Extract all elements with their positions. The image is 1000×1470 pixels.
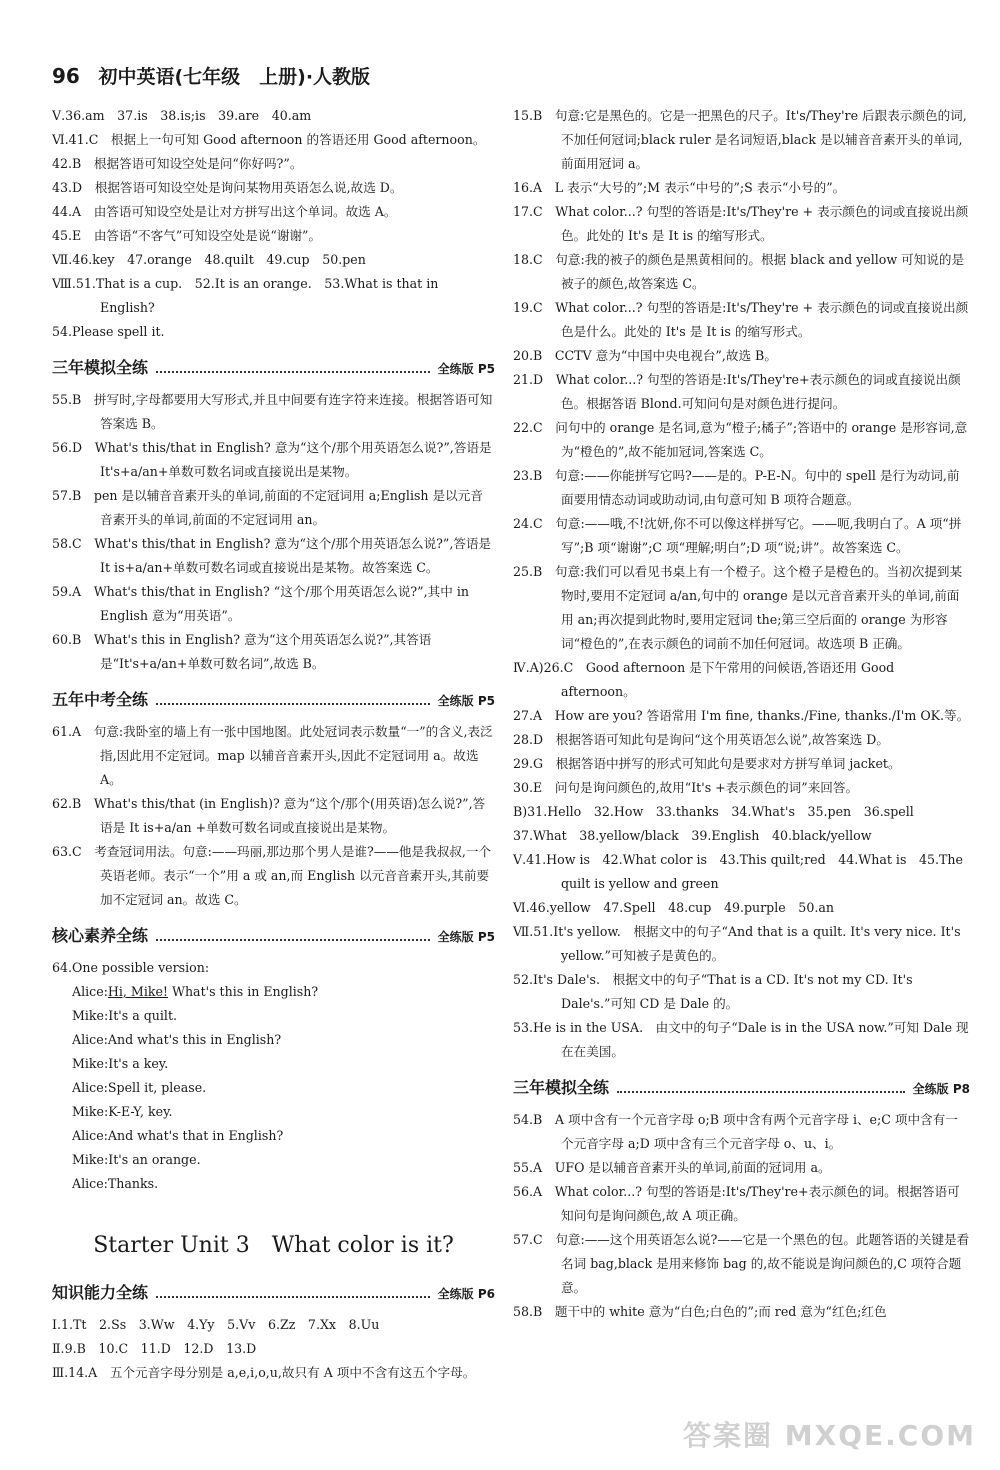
dialogue-text: Mike:K-E-Y, key. bbox=[72, 1104, 173, 1119]
section-title: 五年中考全练 bbox=[52, 690, 149, 709]
dialogue-text: Mike:It's a key. bbox=[72, 1056, 169, 1071]
right-column bbox=[513, 104, 970, 1324]
dotted-leader bbox=[156, 703, 430, 705]
dialogue-line bbox=[72, 980, 495, 1004]
dialogue-text: Mike:It's a quilt. bbox=[72, 1008, 178, 1023]
answer-item: Ⅶ.51.It's yellow. 根据文中的句子“And that is a quilt. It's very nice. It's yellow.”可知被子是黄色的。 bbox=[513, 924, 961, 963]
answer-item: 15.B 句意:它是黑色的。它是一把黑色的尺子。It's/They're 后跟表示颜色的词,不加任何冠词;black ruler 是名词短语,black 是以辅音音素开头的单词,前面用冠词 a。 bbox=[513, 108, 967, 171]
left-column bbox=[52, 104, 495, 1385]
section-title: 三年模拟全练 bbox=[513, 1078, 610, 1097]
section-page-ref: 全练版 P6 bbox=[437, 1287, 495, 1301]
page-number: 96 bbox=[52, 64, 80, 88]
answer-item: 43.D 根据答语可知设空处是询问某物用英语怎么说,故选 D。 bbox=[52, 180, 403, 195]
dialogue-text: Alice:Thanks. bbox=[72, 1176, 159, 1191]
answer-item: B)31.Hello 32.How 33.thanks 34.What's 35.pen 36.spell bbox=[513, 804, 914, 819]
answer-item: 59.A What's this/that in English? “这个/那个用英语怎么说?”,其中 in English 意为“用英语”。 bbox=[52, 584, 469, 623]
answer-item: 17.C What color...? 句型的答语是:It's/They're + 表示颜色的词或直接说出颜色。此处的 It's 是 It is 的缩写形式。 bbox=[513, 204, 969, 243]
answer-item: 25.B 句意:我们可以看见书桌上有一个橙子。这个橙子是橙色的。当初次提到某物时,要用不定冠词 a/an,句中的 orange 是以元音音素开头的单词,前面用 an;再次提到此物时,要用定冠词 the;第三空后面的 orange 为形容词“橙色的”,在表示颜色的词前不加任何冠词。故选项 B 正确。 bbox=[513, 564, 963, 651]
dialogue-line bbox=[72, 1148, 495, 1172]
section-page-ref: 全练版 P8 bbox=[912, 1082, 970, 1096]
answer-item: Ⅷ.51.That is a cup. 52.It is an orange. 53.What is that in English? bbox=[52, 276, 439, 315]
answer-item: 56.A What color...? 句型的答语是:It's/They're+表示颜色的词。根据答语可知问句是询问颜色,故 A 项正确。 bbox=[513, 1184, 960, 1223]
section-title: 核心素养全练 bbox=[52, 926, 149, 945]
section-title: 知识能力全练 bbox=[52, 1283, 149, 1302]
answer-item: Ⅳ.A)26.C Good afternoon 是下午常用的问候语,答语还用 Good afternoon。 bbox=[513, 660, 895, 699]
section-title: 三年模拟全练 bbox=[52, 358, 149, 377]
answer-item: 22.C 问句中的 orange 是名词,意为“橙子;橘子”;答语中的 orange 是形容词,意为“橙色的”,故不能加冠词,答案选 C。 bbox=[513, 420, 968, 459]
answer-item: 61.A 句意:我卧室的墙上有一张中国地图。此处冠词表示数量“一”的含义,表泛指,因此用不定冠词。map 以辅音音素开头,因此不定冠词用 a。故选 A。 bbox=[52, 724, 493, 787]
section-heading bbox=[52, 352, 495, 378]
answer-item: 58.C What's this/that in English? 意为“这个/那个用英语怎么说?”,答语是 It is+a/an+单数可数名词或直接说出是某物。故答案选 C。 bbox=[52, 536, 492, 575]
watermark: 答案圈 MXQE.COM bbox=[683, 1419, 976, 1452]
answer-item: 55.B 拼写时,字母都要用大写形式,并且中间要有连字符来连接。根据答语可知答案选 B。 bbox=[52, 392, 493, 431]
dialogue-line bbox=[72, 1172, 495, 1196]
answer-item: 57.C 句意:——这个用英语怎么说?——它是一个黑色的包。此题答语的关键是看名词 bag,black 是用来修饰 bag 的,故不能说是询问颜色的,C 项符合题意。 bbox=[513, 1232, 970, 1295]
book-title: 初中英语(七年级 上册)·人教版 bbox=[98, 66, 371, 88]
dialogue-text: What's this in English? bbox=[168, 984, 319, 999]
section-page-ref: 全练版 P5 bbox=[437, 694, 495, 708]
answer-item: 28.D 根据答语可知此句是询问“这个用英语怎么说”,故答案选 D。 bbox=[513, 732, 889, 747]
answer-item: 52.It's Dale's. 根据文中的句子“That is a CD. It's not my CD. It's Dale's.”可知 CD 是 Dale 的。 bbox=[513, 972, 913, 1011]
answer-item: 64.One possible version: bbox=[52, 960, 210, 975]
answer-item: 63.C 考查冠词用法。句意:——玛丽,那边那个男人是谁?——他是我叔叔,一个英语老师。表示“一个”用 a 或 an,而 English 以元音音素开头,其前要加不定冠词 an。故选 C。 bbox=[52, 844, 492, 907]
answer-item: Ⅴ.41.How is 42.What color is 43.This quilt;red 44.What is 45.The quilt is yellow and green bbox=[513, 852, 963, 891]
section-heading bbox=[52, 920, 495, 946]
answer-item: Ⅵ.41.C 根据上一句可知 Good afternoon 的答语还用 Good afternoon。 bbox=[52, 132, 486, 147]
answer-item: 21.D What color...? 句型的答语是:It's/They're+表示颜色的词或直接说出颜色。根据答语 Blond.可知问句是对颜色进行提问。 bbox=[513, 372, 961, 411]
underlined-greeting: Hi, Mike! bbox=[107, 984, 168, 999]
answer-item: 19.C What color...? 句型的答语是:It's/They're + 表示颜色的词或直接说出颜色是什么。此处的 It's 是 It is 的缩写形式。 bbox=[513, 300, 969, 339]
answer-item: 60.B What's this in English? 意为“这个用英语怎么说?”,其答语是“It's+a/an+单数可数名词”,故选 B。 bbox=[52, 632, 432, 671]
answer-item: Ⅲ.14.A 五个元音字母分别是 a,e,i,o,u,故只有 A 项中不含有这五个字母。 bbox=[52, 1365, 476, 1380]
dialogue-line bbox=[72, 1124, 495, 1148]
answer-item: 56.D What's this/that in English? 意为“这个/那个用英语怎么说?”,答语是 It's+a/an+单数可数名词或直接说出是某物。 bbox=[52, 440, 492, 479]
answer-item: Ⅱ.9.B 10.C 11.D 12.D 13.D bbox=[52, 1341, 257, 1356]
answer-item: 16.A L 表示“大号的”;M 表示“中号的”;S 表示“小号的”。 bbox=[513, 180, 846, 195]
answer-item: 58.B 题干中的 white 意为“白色;白色的”;而 red 意为“红色;红色 bbox=[513, 1304, 887, 1319]
answer-item: 24.C 句意:——哦,不!沈妍,你不可以像这样拼写它。——呃,我明白了。A 项“拼写”;B 项“谢谢”;C 项“理解;明白”;D 项“说;讲”。故答案选 C。 bbox=[513, 516, 962, 555]
answer-item: 23.B 句意:——你能拼写它吗?——是的。P-E-N。句中的 spell 是行为动词,前面要用情态动词或助动词,由句意可知 B 项符合题意。 bbox=[513, 468, 960, 507]
section-page-ref: 全练版 P5 bbox=[437, 930, 495, 944]
answer-item: Ⅴ.36.am 37.is 38.is;is 39.are 40.am bbox=[52, 108, 312, 123]
dialogue-text: Mike:It's an orange. bbox=[72, 1152, 201, 1167]
speaker-label: Alice: bbox=[72, 984, 108, 999]
answer-item: 53.He is in the USA. 由文中的句子“Dale is in the USA now.”可知 Dale 现在在美国。 bbox=[513, 1020, 969, 1059]
section-heading bbox=[52, 1277, 495, 1303]
answer-item: 57.B pen 是以辅音音素开头的单词,前面的不定冠词用 a;English 是以元音音素开头的单词,前面的不定冠词用 an。 bbox=[52, 488, 483, 527]
answer-item: 44.A 由答语可知设空处是让对方拼写出这个单词。故选 A。 bbox=[52, 204, 397, 219]
dialogue-line bbox=[72, 1076, 495, 1100]
answer-item: 20.B CCTV 意为“中国中央电视台”,故选 B。 bbox=[513, 348, 777, 363]
dotted-leader bbox=[156, 939, 430, 941]
answer-item: 37.What 38.yellow/black 39.English 40.black/yellow bbox=[513, 828, 872, 843]
dialogue-line bbox=[72, 1028, 495, 1052]
section-heading bbox=[52, 684, 495, 710]
dialogue-line bbox=[72, 1052, 495, 1076]
answer-item: 54.B A 项中含有一个元音字母 o;B 项中含有两个元音字母 i、e;C 项中含有一个元音字母 a;D 项中含有三个元音字母 o、u、i。 bbox=[513, 1112, 958, 1151]
dialogue-line bbox=[72, 1100, 495, 1124]
answer-item: Ⅶ.46.key 47.orange 48.quilt 49.cup 50.pen bbox=[52, 252, 366, 267]
answer-item: 30.E 问句是询问颜色的,故用“It's +表示颜色的词”来回答。 bbox=[513, 780, 859, 795]
answer-item: 42.B 根据答语可知设空处是问“你好吗?”。 bbox=[52, 156, 303, 171]
dialogue-text: Alice:And what's that in English? bbox=[72, 1128, 284, 1143]
dialogue-text: Alice:And what's this in English? bbox=[72, 1032, 282, 1047]
page-header bbox=[52, 62, 370, 89]
answer-item: Ⅰ.1.Tt 2.Ss 3.Ww 4.Yy 5.Vv 6.Zz 7.Xx 8.Uu bbox=[52, 1317, 380, 1332]
dialogue-text: Alice:Spell it, please. bbox=[72, 1080, 207, 1095]
answer-item: 29.G 根据答语中拼写的形式可知此句是要求对方拼写单词 jacket。 bbox=[513, 756, 901, 771]
dotted-leader bbox=[156, 371, 430, 373]
answer-item: 18.C 句意:我的被子的颜色是黑黄相间的。根据 black and yellow 可知说的是被子的颜色,故答案选 C。 bbox=[513, 252, 965, 291]
unit-title: Starter Unit 3 What color is it? bbox=[93, 1233, 454, 1258]
answer-item: 27.A How are you? 答语常用 I'm fine, thanks./Fine, thanks./I'm OK.等。 bbox=[513, 708, 970, 723]
section-heading bbox=[513, 1072, 970, 1098]
answer-item: 62.B What's this/that (in English)? 意为“这个/那个(用英语)怎么说?”,答语是 It is+a/an +单数可数名词或直接说出是某物。 bbox=[52, 796, 486, 835]
answer-item: 55.A UFO 是以辅音音素开头的单词,前面的冠词用 a。 bbox=[513, 1160, 831, 1175]
dialogue-line bbox=[72, 1004, 495, 1028]
answer-item: 45.E 由答语“不客气”可知设空处是说“谢谢”。 bbox=[52, 228, 322, 243]
section-page-ref: 全练版 P5 bbox=[437, 362, 495, 376]
answer-item: 54.Please spell it. bbox=[52, 324, 165, 339]
dotted-leader bbox=[156, 1296, 430, 1298]
answer-item: Ⅵ.46.yellow 47.Spell 48.cup 49.purple 50.an bbox=[513, 900, 834, 915]
dotted-leader bbox=[617, 1091, 905, 1093]
